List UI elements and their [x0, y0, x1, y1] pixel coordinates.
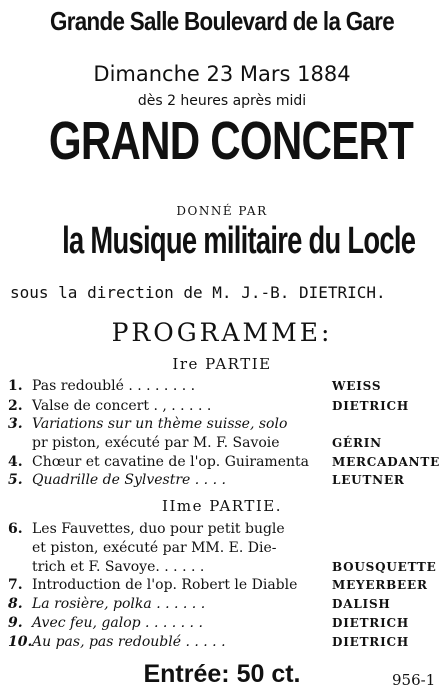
item-composer: DIETRICH: [332, 399, 409, 413]
item-number: 6.: [8, 521, 23, 537]
item-composer: DALISH: [332, 597, 391, 611]
item-title: Valse de concert . , . . . . .: [32, 398, 212, 414]
item-composer: MERCADANTE: [332, 455, 441, 469]
direction-line: sous la direction de M. J.-B. DIETRICH.: [10, 283, 386, 302]
item-number: 3.: [8, 416, 23, 432]
item-title: Variations sur un thème suisse, solo: [32, 416, 288, 432]
concert-time: dès 2 heures après midi: [137, 93, 307, 109]
item-title: Quadrille de Sylvestre . . . .: [32, 472, 226, 488]
item-title: Pas redoublé . . . . . . . .: [32, 378, 196, 394]
item-number: 1.: [8, 378, 23, 394]
item-title: Introduction de l'op. Robert le Diable: [32, 577, 298, 593]
given-by-label: DONNÉ PAR: [176, 204, 268, 218]
item-title: La rosière, polka . . . . . .: [32, 596, 206, 612]
concert-date: Dimanche 23 Mars 1884: [93, 62, 351, 86]
item-title-continuation: et piston, exécuté par MM. E. Die-: [32, 540, 277, 556]
item-number: 5.: [8, 472, 23, 488]
poster-title: GRAND CONCERT: [48, 111, 414, 171]
item-title-continuation: trich et F. Savoye. . . . . .: [32, 559, 205, 575]
item-title-continuation: pr piston, exécuté par M. F. Savoie: [32, 435, 280, 451]
band-name: la Musique militaire du Locle: [62, 220, 416, 262]
catalog-code: 956-1: [392, 671, 436, 689]
programme-heading: PROGRAMME:: [111, 318, 333, 347]
item-composer: LEUTNER: [332, 473, 405, 487]
programme-item: [8, 415, 436, 434]
item-number: 2.: [8, 398, 23, 414]
item-number: 10.: [8, 634, 33, 650]
programme-item: [8, 520, 436, 539]
entry-price: Entrée: 50 ct.: [143, 660, 301, 688]
part-two-heading: IIme PARTIE.: [162, 497, 282, 515]
item-number: 9.: [8, 615, 23, 631]
item-composer: DIETRICH: [332, 616, 409, 630]
item-number: 4.: [8, 454, 23, 470]
item-number: 7.: [8, 577, 23, 593]
item-title: Chœur et cavatine de l'op. Guiramenta: [32, 454, 309, 470]
item-number: 8.: [8, 596, 23, 612]
item-title: Au pas, pas redoublé . . . . .: [32, 634, 226, 650]
venue-heading: Grande Salle Boulevard de la Gare: [50, 6, 394, 36]
item-composer: GÉRIN: [332, 436, 382, 450]
item-composer: DIETRICH: [332, 635, 409, 649]
part-one-heading: Ire PARTIE: [172, 355, 272, 373]
item-title: Les Fauvettes, duo pour petit bugle: [32, 521, 285, 537]
item-composer: BOUSQUETTE: [332, 560, 437, 574]
item-title: Avec feu, galop . . . . . . .: [32, 615, 203, 631]
item-composer: MEYERBEER: [332, 578, 428, 592]
item-composer: WEISS: [332, 379, 382, 393]
